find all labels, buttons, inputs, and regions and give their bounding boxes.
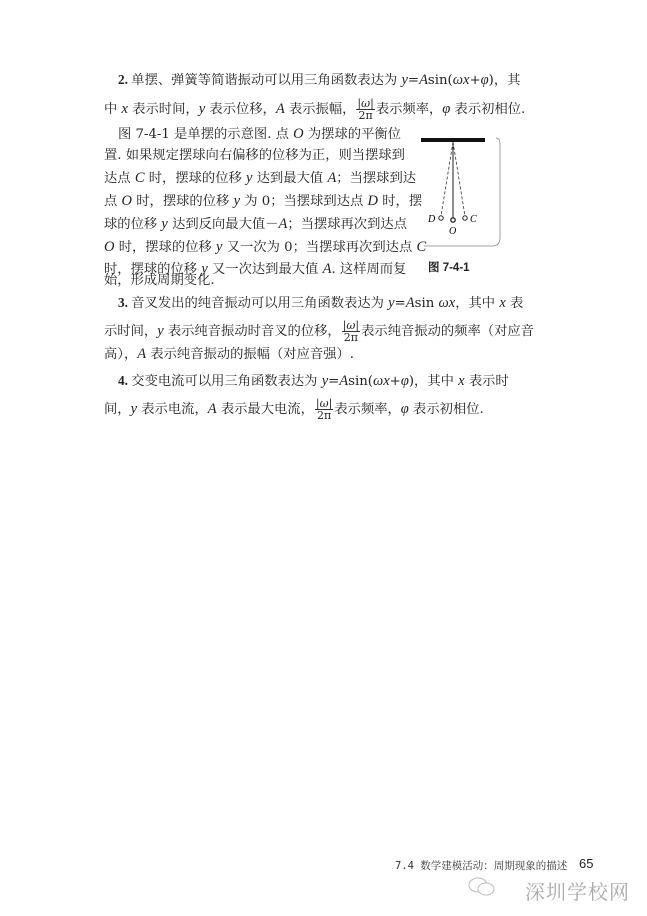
text-run: ，其中 — [455, 296, 500, 311]
text-run: 表示最大电流， — [216, 402, 314, 417]
math-symbol: O — [104, 239, 115, 255]
text-run: 球的位移 — [104, 217, 162, 232]
text-run: 示时间， — [104, 324, 158, 339]
pendulum-support — [421, 138, 485, 142]
item-number: 4. — [118, 373, 132, 388]
page-number: 65 — [579, 856, 594, 871]
text-run: 表示纯音振动的频率（对应音 — [361, 324, 534, 339]
math-symbol: y — [201, 261, 208, 277]
string-right-dashed — [453, 142, 465, 216]
fraction-omega-over-2pi — [342, 320, 360, 343]
text-run: 表示初相位. — [408, 402, 484, 417]
text-run: 表示初相位. — [450, 102, 526, 117]
math-symbol: A — [137, 346, 147, 362]
math-symbol: A — [405, 295, 415, 311]
fraction-omega-over-2pi — [356, 98, 374, 121]
text-run: 表示振幅， — [284, 102, 356, 117]
math-symbol: O — [293, 126, 304, 142]
text-run: 表示位移， — [205, 102, 276, 117]
text-run: 间， — [104, 402, 131, 417]
math-symbol: y — [233, 193, 240, 209]
text-run: 单摆、弹簧等简谐振动可以用三角函数表达为 — [131, 73, 402, 88]
fraction-part: |ω| — [315, 397, 333, 410]
fraction-part: |ω| — [357, 97, 374, 110]
text-run: ；当摆球到达 — [336, 171, 417, 186]
math-symbol: y — [401, 72, 408, 88]
text-run: 交变电流可以用三角函数表达为 — [131, 374, 322, 389]
text-run: 为摆球的平衡位 — [303, 127, 401, 142]
text-run: 音叉发出的纯音振动可以用三角函数表达为 — [131, 296, 389, 311]
text-run: 达到最大值 — [252, 171, 328, 186]
string-left-dashed — [441, 142, 453, 216]
text-run: 时，摆球的位移 — [132, 194, 234, 209]
text-run: = — [407, 73, 420, 88]
math-symbol: A — [327, 170, 337, 186]
math-symbol: O — [121, 193, 133, 209]
text-line — [118, 373, 509, 390]
text-run: 为 0；当摆球到达点 — [240, 194, 368, 209]
label-d: D — [428, 214, 436, 225]
label-o: O — [449, 226, 457, 237]
fraction-omega-over-2pi — [315, 398, 333, 421]
text-run: 达点 — [104, 171, 135, 186]
math-symbol: C — [416, 239, 427, 255]
text-run: )，其中 — [408, 374, 459, 389]
text-run: 中 — [104, 102, 122, 117]
text-run: 达到反向最大值－ — [167, 217, 279, 232]
label-c: C — [470, 214, 477, 225]
text-run: 时，摆球的位移 — [114, 240, 217, 255]
math-symbol: A — [275, 101, 285, 117]
text-run: . 这样周而复 — [331, 262, 407, 277]
text-run: 表 — [505, 296, 524, 311]
running-footer: 7.4 数学建模活动：周期现象的描述 — [395, 860, 568, 872]
text-run: 表示纯音振动时音叉的位移， — [163, 324, 341, 339]
math-symbol: φ — [480, 72, 489, 88]
math-symbol: φ — [442, 101, 451, 117]
text-run: )，其 — [488, 73, 521, 88]
math-symbol: A — [419, 72, 428, 88]
text-run: + — [469, 73, 481, 88]
text-run: 时，摆球的位移 — [104, 262, 202, 277]
math-symbol: y — [246, 170, 253, 186]
text-run: = — [394, 296, 406, 311]
text-line — [104, 98, 525, 121]
text-run: = — [328, 374, 340, 389]
text-line — [104, 346, 354, 363]
text-line — [118, 72, 520, 89]
text-line — [118, 126, 401, 143]
text-line — [104, 273, 215, 289]
figure-caption: 图 7-4-1 — [428, 262, 470, 274]
math-symbol: A — [278, 216, 288, 232]
math-symbol: φ — [400, 401, 409, 417]
math-symbol: y — [198, 101, 206, 117]
text-line — [104, 398, 484, 421]
math-symbol: A — [207, 401, 217, 417]
text-run: 表示纯音振动的振幅（对应音强）. — [146, 347, 355, 362]
text-run: sin — [414, 296, 439, 311]
math-symbol: y — [161, 216, 168, 232]
text-run: 时，摆 — [378, 194, 423, 209]
text-run: 图 7-4-1 是单摆的示意图. 点 — [118, 127, 294, 142]
text-run: 始，形成周期变化. — [104, 273, 215, 288]
math-symbol: y — [216, 239, 223, 255]
text-line — [104, 148, 405, 164]
fraction-part: |ω| — [342, 319, 360, 332]
math-symbol: C — [134, 170, 145, 186]
math-symbol: y — [388, 295, 395, 311]
text-line — [104, 320, 534, 343]
text-run: 表示频率， — [334, 402, 401, 417]
text-line — [104, 239, 426, 256]
wechat-icon — [467, 876, 497, 902]
text-run: 高）， — [104, 347, 138, 362]
text-run: 表示频率， — [375, 102, 443, 117]
text-run: sin( — [427, 73, 453, 88]
fraction-part: 2π — [317, 409, 332, 422]
math-symbol: φ — [400, 373, 409, 389]
math-symbol: x — [499, 295, 506, 311]
text-run: 表示电流， — [137, 402, 208, 417]
math-symbol: x — [458, 373, 465, 389]
watermark-text: 深圳学校网 — [525, 880, 630, 904]
math-symbol: A — [322, 261, 332, 277]
ball-o — [451, 218, 455, 222]
math-symbol: D — [367, 193, 378, 209]
pendulum-figure — [412, 132, 502, 250]
text-run: 表示时 — [464, 374, 509, 389]
math-symbol: ωx — [452, 72, 470, 88]
text-run: sin( — [348, 374, 373, 389]
text-run: 表示时间， — [127, 102, 199, 117]
item-number: 2. — [118, 72, 132, 87]
text-line — [104, 193, 422, 210]
text-run: 又一次达到最大值 — [207, 262, 323, 277]
text-line — [118, 295, 523, 312]
text-run: 时，摆球的位移 — [144, 171, 247, 186]
text-run: ；当摆球再次到达点 — [287, 217, 407, 232]
math-symbol: y — [157, 323, 164, 339]
math-symbol: ωx — [438, 295, 456, 311]
math-symbol: y — [130, 401, 138, 417]
ball-d — [439, 216, 443, 220]
math-symbol: y — [321, 373, 329, 389]
fraction-part: 2π — [358, 109, 373, 122]
math-symbol: ωx — [372, 373, 390, 389]
math-symbol: A — [339, 373, 349, 389]
text-run: 点 — [104, 194, 122, 209]
text-run: + — [389, 374, 401, 389]
text-line — [104, 216, 407, 233]
text-run: 又一次为 0；当摆球再次到达点 — [222, 240, 417, 255]
fraction-part: 2π — [343, 331, 359, 344]
text-run: 置. 如果规定摆球向右偏移的位移为正，则当摆球到 — [104, 148, 405, 163]
text-line — [104, 170, 416, 187]
figure-frame — [424, 138, 500, 246]
item-number: 3. — [118, 295, 132, 310]
ball-c — [463, 216, 467, 220]
math-symbol: x — [121, 101, 128, 117]
